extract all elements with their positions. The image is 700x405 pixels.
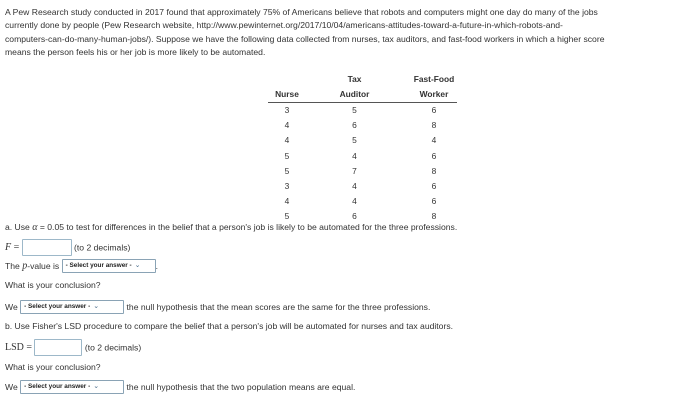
cell-tax: 5 bbox=[352, 135, 357, 146]
cell-nurse: 5 bbox=[284, 165, 290, 176]
lsd-label: LSD bbox=[5, 341, 24, 353]
f-hint: (to 2 decimals) bbox=[74, 242, 131, 253]
problem-intro bbox=[5, 6, 695, 60]
table-row bbox=[268, 103, 457, 119]
part-b-select-label: - Select your answer - bbox=[24, 383, 91, 390]
table-row bbox=[268, 118, 457, 133]
part-b-conclusion-question: What is your conclusion? bbox=[5, 362, 101, 372]
intro-line: computers-can-do-many-human-jobs/). Suppose we have the following data collected from nurses, tax auditors, and fast-food workers in which a higher score bbox=[5, 33, 605, 44]
f-row bbox=[5, 239, 130, 256]
cell-tax: 4 bbox=[352, 196, 357, 207]
pvalue-select[interactable] bbox=[62, 259, 156, 273]
f-statistic-input[interactable] bbox=[22, 239, 72, 256]
cell-fastfood: 6 bbox=[431, 105, 437, 115]
header-nurse: Nurse bbox=[268, 87, 306, 103]
pvalue-row: The p-value is - Select your answer - ⌄ . bbox=[5, 260, 158, 272]
cell-fastfood: 8 bbox=[431, 165, 437, 176]
p-symbol: p bbox=[22, 260, 28, 272]
lsd-equals: = bbox=[23, 341, 33, 353]
part-b-prompt: b. Use Fisher's LSD procedure to compare the belief that a person's job will be automated for nurses and tax auditors. bbox=[5, 321, 454, 331]
cell-nurse: 5 bbox=[284, 211, 290, 222]
f-equals: = bbox=[11, 241, 20, 253]
part-a-conclusion-row bbox=[5, 300, 430, 314]
we-label: We bbox=[5, 382, 18, 392]
cell-tax: 5 bbox=[352, 105, 357, 115]
intro-line: currently done by people (Pew Research website, http://www.pewinternet.org/2017/10/04/americans-attitudes-toward-a-future-in-which-robots-and- bbox=[5, 20, 563, 31]
we-label: We bbox=[5, 302, 18, 312]
part-a-conclusion-question: What is your conclusion? bbox=[5, 280, 101, 290]
part-a-conclusion-select[interactable] bbox=[20, 300, 124, 314]
intro-line: means the person feels his or her job is more likely to be automated. bbox=[5, 47, 266, 58]
cell-nurse: 3 bbox=[284, 181, 290, 192]
f-label: F bbox=[5, 241, 12, 253]
cell-fastfood: 6 bbox=[431, 196, 437, 207]
cell-tax: 6 bbox=[352, 120, 357, 131]
cell-nurse: 4 bbox=[284, 120, 290, 131]
cell-tax: 6 bbox=[352, 211, 357, 222]
cell-tax: 4 bbox=[352, 150, 357, 161]
cell-nurse: 4 bbox=[284, 135, 290, 146]
table-row bbox=[268, 149, 457, 164]
cell-tax: 4 bbox=[352, 181, 357, 192]
lsd-hint: (to 2 decimals) bbox=[84, 342, 142, 353]
cell-fastfood: 4 bbox=[431, 135, 437, 146]
header-worker: Worker bbox=[411, 87, 457, 103]
cell-tax: 7 bbox=[352, 165, 357, 176]
alpha-symbol: α bbox=[32, 222, 38, 233]
chevron-down-icon: ⌄ bbox=[134, 262, 141, 269]
chevron-down-icon: ⌄ bbox=[93, 383, 100, 390]
table-row bbox=[268, 179, 457, 194]
lsd-input[interactable] bbox=[34, 339, 82, 356]
table-row bbox=[268, 164, 457, 179]
cell-fastfood: 8 bbox=[431, 120, 437, 131]
part-a-prompt: a. Use α = 0.05 to test for differences in the belief that a person's job is likely to be automated for the three professions. bbox=[5, 222, 458, 233]
table-row bbox=[268, 133, 457, 148]
header-top-tax: Tax bbox=[347, 74, 362, 84]
cell-fastfood: 6 bbox=[431, 181, 437, 192]
header-top-nurse bbox=[268, 72, 306, 87]
cell-fastfood: 6 bbox=[431, 150, 437, 161]
header-auditor: Auditor bbox=[336, 87, 373, 103]
part-b-conclusion-select[interactable] bbox=[20, 380, 124, 394]
scores-table bbox=[268, 72, 457, 225]
part-b-conclusion-row bbox=[5, 380, 355, 394]
header-top-fastfood: Fast-Food bbox=[413, 74, 455, 84]
cell-fastfood: 8 bbox=[431, 211, 437, 222]
table-row bbox=[268, 194, 457, 209]
cell-nurse: 3 bbox=[284, 105, 290, 115]
pvalue-select-label: - Select your answer - bbox=[65, 262, 132, 269]
lsd-row bbox=[5, 339, 141, 356]
part-a-conclusion-text: the null hypothesis that the mean scores are the same for the three professions. bbox=[126, 302, 431, 312]
chevron-down-icon: ⌄ bbox=[93, 303, 100, 310]
part-a-select-label: - Select your answer - bbox=[24, 303, 91, 310]
intro-line: A Pew Research study conducted in 2017 found that approximately 75% of Americans believe that robots and computers might one day do many of the jobs bbox=[5, 7, 598, 17]
part-b-conclusion-text: the null hypothesis that the two population means are equal. bbox=[126, 382, 356, 392]
cell-nurse: 4 bbox=[284, 196, 290, 207]
cell-nurse: 5 bbox=[284, 150, 290, 161]
